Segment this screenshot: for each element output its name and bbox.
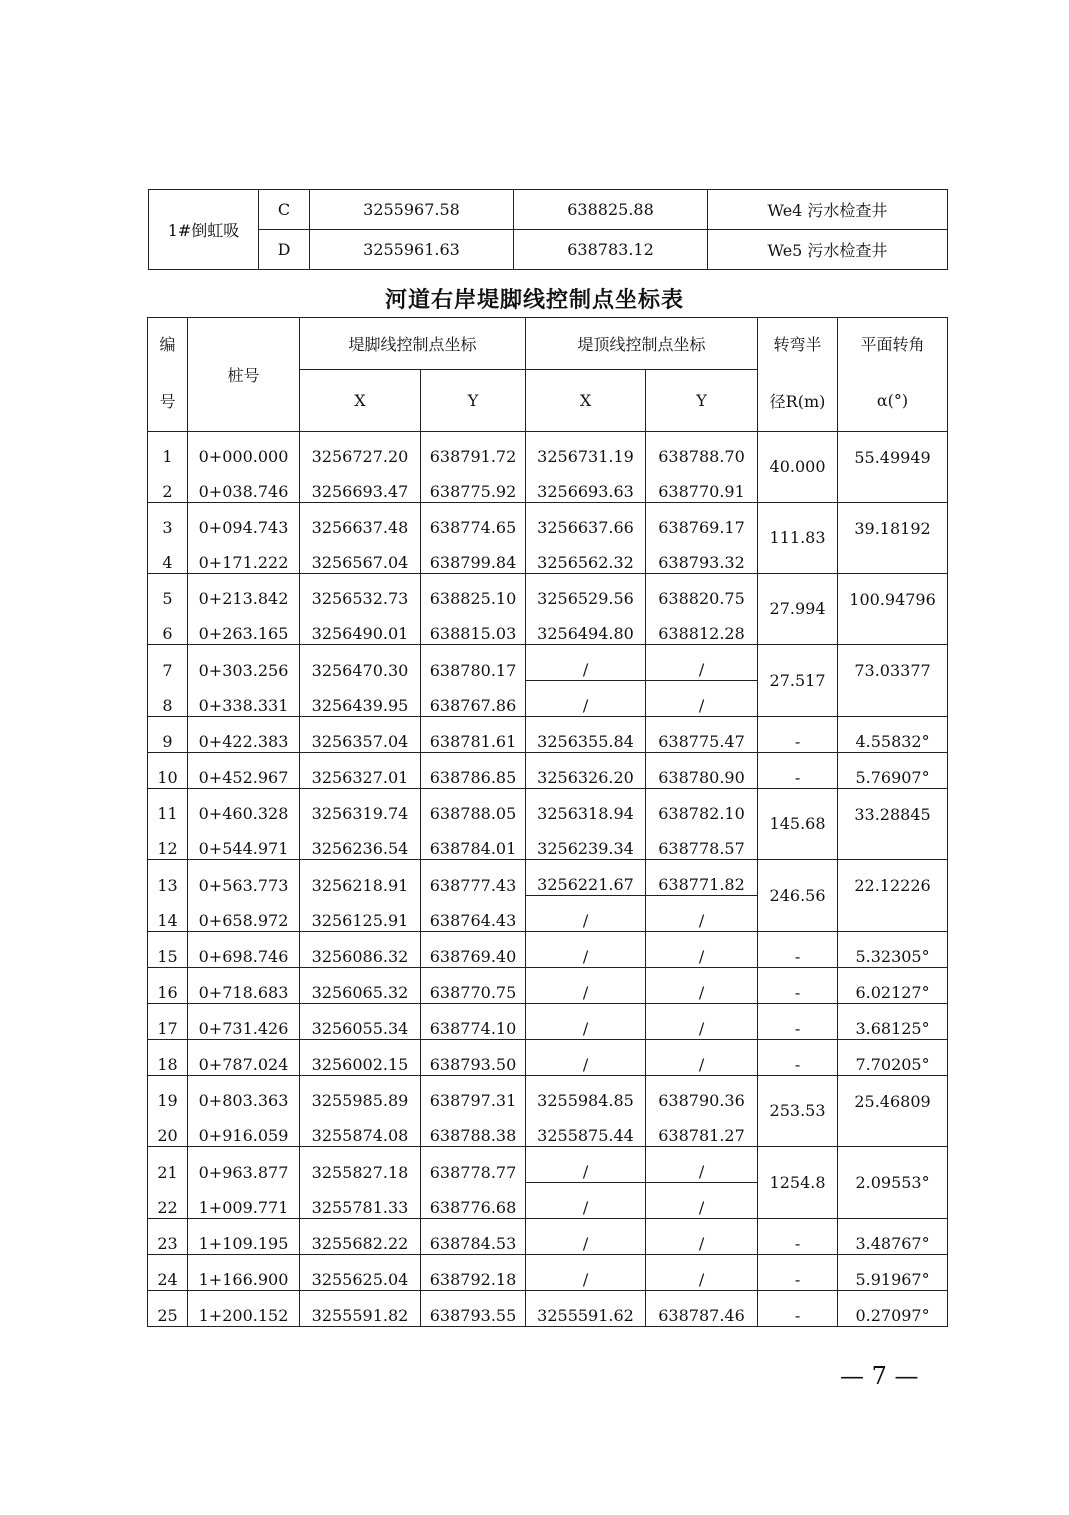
crest-y: 638770.91 — [646, 467, 758, 503]
toe-y: 638784.01 — [421, 824, 526, 860]
toe-x: 3255874.08 — [300, 1111, 421, 1147]
row-number: 22 — [148, 1183, 188, 1219]
toe-y: 638780.17 — [421, 645, 526, 681]
crest-y: / — [646, 896, 758, 932]
table-row — [148, 1291, 948, 1327]
header-radius-bottom: 径R(m) — [758, 370, 838, 432]
header-no-top: 编 — [148, 318, 188, 370]
turn-angle: 7.70205° — [838, 1040, 948, 1076]
table-row — [148, 717, 948, 753]
header-station: 桩号 — [188, 318, 300, 432]
header-crest-x: X — [526, 370, 646, 432]
turn-radius: - — [758, 1219, 838, 1255]
turn-radius: 1254.8 — [758, 1147, 838, 1219]
station: 0+000.000 — [188, 432, 300, 468]
header-angle-bottom: α(°) — [838, 370, 948, 432]
toe-x: 3255591.82 — [300, 1291, 421, 1327]
toe-x: 3255985.89 — [300, 1076, 421, 1112]
turn-radius: 27.994 — [758, 574, 838, 645]
toe-x: 3256637.48 — [300, 503, 421, 539]
table-row — [149, 230, 948, 270]
row-number: 4 — [148, 538, 188, 574]
turn-radius: - — [758, 1040, 838, 1076]
station: 0+338.331 — [188, 681, 300, 717]
row-number: 13 — [148, 860, 188, 896]
toe-y: 638815.03 — [421, 609, 526, 645]
header-toe-group: 堤脚线控制点坐标 — [300, 318, 526, 370]
toe-y: 638767.86 — [421, 681, 526, 717]
row-number: 24 — [148, 1255, 188, 1291]
turn-radius: 145.68 — [758, 789, 838, 860]
toe-y: 638774.65 — [421, 503, 526, 539]
turn-angle: 25.46809 — [838, 1076, 948, 1147]
row-number: 11 — [148, 789, 188, 825]
table-row — [148, 1219, 948, 1255]
row-number: 25 — [148, 1291, 188, 1327]
point-note: We5 污水检查井 — [708, 230, 948, 270]
crest-x: 3256326.20 — [526, 753, 646, 789]
turn-angle: 100.94796 — [838, 574, 948, 645]
crest-y: 638778.57 — [646, 824, 758, 860]
station: 0+460.328 — [188, 789, 300, 825]
toe-x: 3256327.01 — [300, 753, 421, 789]
crest-y: / — [646, 645, 758, 681]
crest-y: 638775.47 — [646, 717, 758, 753]
crest-x: / — [526, 1183, 646, 1219]
toe-y: 638775.92 — [421, 467, 526, 503]
crest-x: 3256637.66 — [526, 503, 646, 539]
crest-y: / — [646, 1147, 758, 1183]
coord-x: 3255961.63 — [310, 230, 514, 270]
crest-x: / — [526, 1255, 646, 1291]
toe-y: 638786.85 — [421, 753, 526, 789]
toe-y: 638784.53 — [421, 1219, 526, 1255]
crest-y: 638788.70 — [646, 432, 758, 468]
station: 0+213.842 — [188, 574, 300, 610]
coord-x: 3255967.58 — [310, 190, 514, 230]
station: 0+803.363 — [188, 1076, 300, 1112]
inverted-siphon-table — [148, 189, 948, 270]
header-angle-top: 平面转角 — [838, 318, 948, 370]
table-row — [148, 932, 948, 968]
crest-x: / — [526, 1147, 646, 1183]
toe-y: 638770.75 — [421, 968, 526, 1004]
crest-x: 3256318.94 — [526, 789, 646, 825]
point-note: We4 污水检查井 — [708, 190, 948, 230]
crest-y: 638790.36 — [646, 1076, 758, 1112]
toe-x: 3256567.04 — [300, 538, 421, 574]
table-row — [148, 574, 948, 610]
crest-y: 638781.27 — [646, 1111, 758, 1147]
table-row — [148, 1004, 948, 1040]
crest-y: 638820.75 — [646, 574, 758, 610]
crest-x: / — [526, 896, 646, 932]
station: 0+422.383 — [188, 717, 300, 753]
toe-y: 638792.18 — [421, 1255, 526, 1291]
turn-angle: 55.49949 — [838, 432, 948, 503]
table-title: 河道右岸堤脚线控制点坐标表 — [384, 288, 684, 313]
toe-x: 3256532.73 — [300, 574, 421, 610]
turn-radius: 40.000 — [758, 432, 838, 503]
station: 0+731.426 — [188, 1004, 300, 1040]
toe-x: 3255781.33 — [300, 1183, 421, 1219]
row-number: 3 — [148, 503, 188, 539]
crest-x: / — [526, 681, 646, 717]
crest-x: / — [526, 968, 646, 1004]
crest-x: 3255875.44 — [526, 1111, 646, 1147]
table-row — [149, 190, 948, 230]
crest-x: 3256562.32 — [526, 538, 646, 574]
toe-y: 638777.43 — [421, 860, 526, 896]
station: 1+166.900 — [188, 1255, 300, 1291]
header-crest-y: Y — [646, 370, 758, 432]
crest-x: 3256693.63 — [526, 467, 646, 503]
station: 0+303.256 — [188, 645, 300, 681]
header-toe-x: X — [300, 370, 421, 432]
station: 0+698.746 — [188, 932, 300, 968]
turn-radius: - — [758, 753, 838, 789]
header-no-bottom: 号 — [148, 370, 188, 432]
station: 0+963.877 — [188, 1147, 300, 1183]
turn-angle: 5.91967° — [838, 1255, 948, 1291]
toe-y: 638776.68 — [421, 1183, 526, 1219]
crest-y: / — [646, 1183, 758, 1219]
turn-angle: 4.55832° — [838, 717, 948, 753]
control-point-table — [147, 317, 948, 1327]
turn-angle: 39.18192 — [838, 503, 948, 574]
header-radius-top: 转弯半 — [758, 318, 838, 370]
toe-x: 3256727.20 — [300, 432, 421, 468]
coord-y: 638825.88 — [514, 190, 708, 230]
point-id: D — [259, 230, 310, 270]
row-number: 23 — [148, 1219, 188, 1255]
coord-y: 638783.12 — [514, 230, 708, 270]
turn-angle: 73.03377 — [838, 645, 948, 717]
toe-y: 638793.55 — [421, 1291, 526, 1327]
turn-radius: - — [758, 968, 838, 1004]
row-number: 7 — [148, 645, 188, 681]
turn-angle: 0.27097° — [838, 1291, 948, 1327]
table-row — [148, 860, 948, 896]
row-number: 9 — [148, 717, 188, 753]
group-label: 1#倒虹吸 — [149, 190, 259, 270]
turn-angle: 33.28845 — [838, 789, 948, 860]
row-number: 18 — [148, 1040, 188, 1076]
crest-y: 638769.17 — [646, 503, 758, 539]
toe-x: 3256086.32 — [300, 932, 421, 968]
station: 0+171.222 — [188, 538, 300, 574]
row-number: 6 — [148, 609, 188, 645]
station: 0+038.746 — [188, 467, 300, 503]
page-number: — 7 — — [840, 1362, 919, 1390]
toe-y: 638774.10 — [421, 1004, 526, 1040]
table-row — [148, 1147, 948, 1183]
table-body — [148, 432, 948, 1327]
row-number: 17 — [148, 1004, 188, 1040]
header-toe-y: Y — [421, 370, 526, 432]
station: 0+452.967 — [188, 753, 300, 789]
station: 0+563.773 — [188, 860, 300, 896]
row-number: 19 — [148, 1076, 188, 1112]
row-number: 5 — [148, 574, 188, 610]
crest-x: 3256221.67 — [526, 860, 646, 896]
turn-angle: 6.02127° — [838, 968, 948, 1004]
row-number: 12 — [148, 824, 188, 860]
table-row — [148, 789, 948, 825]
row-number: 1 — [148, 432, 188, 468]
toe-y: 638764.43 — [421, 896, 526, 932]
turn-radius: - — [758, 1004, 838, 1040]
row-number: 15 — [148, 932, 188, 968]
toe-y: 638788.38 — [421, 1111, 526, 1147]
toe-y: 638793.50 — [421, 1040, 526, 1076]
crest-y: 638771.82 — [646, 860, 758, 896]
toe-y: 638797.31 — [421, 1076, 526, 1112]
turn-radius: - — [758, 1291, 838, 1327]
crest-y: / — [646, 681, 758, 717]
crest-x: 3256494.80 — [526, 609, 646, 645]
point-id: C — [259, 190, 310, 230]
crest-x: / — [526, 932, 646, 968]
turn-angle: 2.09553° — [838, 1147, 948, 1219]
crest-x: 3256355.84 — [526, 717, 646, 753]
table-row — [148, 1076, 948, 1112]
row-number: 8 — [148, 681, 188, 717]
toe-y: 638799.84 — [421, 538, 526, 574]
crest-x: / — [526, 1219, 646, 1255]
crest-y: 638812.28 — [646, 609, 758, 645]
crest-x: / — [526, 1004, 646, 1040]
turn-angle: 3.48767° — [838, 1219, 948, 1255]
toe-x: 3256470.30 — [300, 645, 421, 681]
crest-x: 3256529.56 — [526, 574, 646, 610]
toe-x: 3256002.15 — [300, 1040, 421, 1076]
turn-angle: 3.68125° — [838, 1004, 948, 1040]
turn-angle: 5.76907° — [838, 753, 948, 789]
station: 1+009.771 — [188, 1183, 300, 1219]
crest-y: 638782.10 — [646, 789, 758, 825]
row-number: 10 — [148, 753, 188, 789]
station: 0+787.024 — [188, 1040, 300, 1076]
station: 0+658.972 — [188, 896, 300, 932]
toe-x: 3255625.04 — [300, 1255, 421, 1291]
toe-x: 3256218.91 — [300, 860, 421, 896]
station: 0+916.059 — [188, 1111, 300, 1147]
toe-x: 3256357.04 — [300, 717, 421, 753]
crest-x: 3256731.19 — [526, 432, 646, 468]
toe-x: 3256055.34 — [300, 1004, 421, 1040]
toe-x: 3256065.32 — [300, 968, 421, 1004]
crest-x: 3256239.34 — [526, 824, 646, 860]
crest-y: / — [646, 1219, 758, 1255]
crest-y: / — [646, 1040, 758, 1076]
crest-y: / — [646, 1004, 758, 1040]
row-number: 2 — [148, 467, 188, 503]
turn-radius: 253.53 — [758, 1076, 838, 1147]
turn-radius: 246.56 — [758, 860, 838, 932]
station: 0+718.683 — [188, 968, 300, 1004]
turn-radius: - — [758, 717, 838, 753]
toe-x: 3256125.91 — [300, 896, 421, 932]
station: 0+544.971 — [188, 824, 300, 860]
toe-x: 3256439.95 — [300, 681, 421, 717]
table-row — [148, 1040, 948, 1076]
toe-x: 3255682.22 — [300, 1219, 421, 1255]
station: 1+200.152 — [188, 1291, 300, 1327]
crest-y: 638780.90 — [646, 753, 758, 789]
row-number: 14 — [148, 896, 188, 932]
toe-y: 638788.05 — [421, 789, 526, 825]
crest-y: 638793.32 — [646, 538, 758, 574]
crest-y: 638787.46 — [646, 1291, 758, 1327]
crest-y: / — [646, 932, 758, 968]
station: 0+263.165 — [188, 609, 300, 645]
crest-x: 3255984.85 — [526, 1076, 646, 1112]
turn-radius: 27.517 — [758, 645, 838, 717]
crest-y: / — [646, 1255, 758, 1291]
table-row — [148, 753, 948, 789]
turn-radius: - — [758, 932, 838, 968]
toe-y: 638781.61 — [421, 717, 526, 753]
station: 0+094.743 — [188, 503, 300, 539]
toe-x: 3255827.18 — [300, 1147, 421, 1183]
row-number: 16 — [148, 968, 188, 1004]
row-number: 21 — [148, 1147, 188, 1183]
toe-y: 638778.77 — [421, 1147, 526, 1183]
table-row — [148, 432, 948, 468]
toe-x: 3256490.01 — [300, 609, 421, 645]
crest-x: / — [526, 645, 646, 681]
turn-angle: 5.32305° — [838, 932, 948, 968]
table-row — [148, 503, 948, 539]
crest-x: 3255591.62 — [526, 1291, 646, 1327]
toe-y: 638825.10 — [421, 574, 526, 610]
turn-radius: - — [758, 1255, 838, 1291]
crest-y: / — [646, 968, 758, 1004]
toe-y: 638791.72 — [421, 432, 526, 468]
toe-y: 638769.40 — [421, 932, 526, 968]
toe-x: 3256236.54 — [300, 824, 421, 860]
station: 1+109.195 — [188, 1219, 300, 1255]
crest-x: / — [526, 1040, 646, 1076]
toe-x: 3256319.74 — [300, 789, 421, 825]
table-row — [148, 968, 948, 1004]
table-row — [148, 1255, 948, 1291]
toe-x: 3256693.47 — [300, 467, 421, 503]
table-row — [148, 645, 948, 681]
header-crest-group: 堤顶线控制点坐标 — [526, 318, 758, 370]
row-number: 20 — [148, 1111, 188, 1147]
turn-radius: 111.83 — [758, 503, 838, 574]
turn-angle: 22.12226 — [838, 860, 948, 932]
header-row — [148, 318, 948, 370]
